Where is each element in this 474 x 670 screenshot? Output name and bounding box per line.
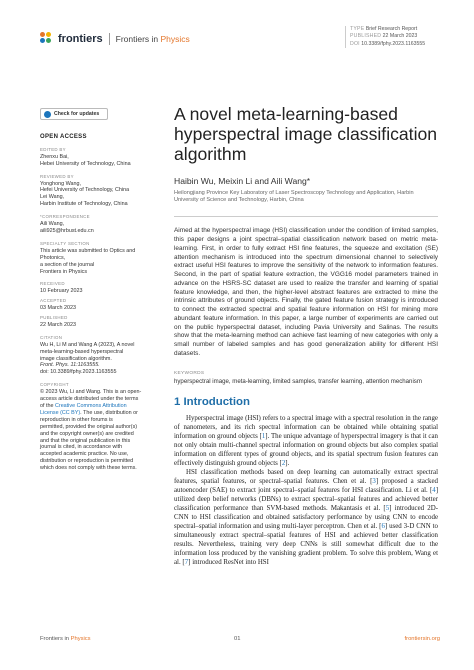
paragraph-text: ] proposed a stacked autoencoder (SAE) to extract joint spectral–spatial features for HSI classification. Li et al. [ (174, 477, 438, 494)
copyright-line: © 2023 Wu, Li and Wang. This is an open- (40, 389, 142, 396)
reviewed-by-heading: REVIEWED BY (40, 173, 74, 179)
reviewed-by-line: Hefei University of Technology, China (40, 187, 130, 194)
published-date: 22 March 2023 (40, 321, 76, 328)
paragraph-text: ]. The unique advantage of hyperspectral imagery is that it can not only obtain multi-channel spectral information on ground objects but also complex spatial information on different types of ground objects, and its spatial spectrum fusion features can effectively distinguish ground objects [ (174, 432, 438, 467)
published-value: 22 March 2023 (382, 33, 418, 40)
edited-by-line: Hebei University of Technology, China (40, 160, 131, 167)
reference-link[interactable]: 1 (261, 432, 266, 440)
specialty-line: Frontiers in Physics (40, 268, 88, 275)
citation-line: doi: 10.3389/fphy.2023.1163555 (40, 369, 117, 376)
cc-license-link[interactable]: Creative Commons Attribution (55, 403, 127, 409)
check-updates-icon (44, 111, 51, 118)
copyright-text: . The use, distribution or (80, 409, 138, 416)
citation-line: Front. Phys. 11:1163555. (40, 362, 100, 369)
specialty-section (40, 241, 158, 276)
body-paragraph (174, 414, 438, 468)
paragraph-text: HSI classification methods based on deep learning can automatically extract spectral features, spatial features, or spectral–spatial features. Chen et al. [ (174, 468, 438, 485)
brand-name: frontiers (58, 33, 103, 45)
reference-link[interactable]: 2 (281, 459, 286, 467)
specialty-line: a section of the journal (40, 261, 95, 268)
copyright-line: permitted, provided the original author(s) (40, 423, 138, 430)
article-body (174, 414, 438, 567)
received-heading: RECEIVED (40, 281, 65, 287)
reference-link[interactable]: 4 (432, 486, 436, 494)
footer-journal-prefix: Frontiers in (40, 636, 71, 642)
article-meta (345, 26, 445, 48)
article-title: A novel meta-learning-based hyperspectral image classification algorithm (174, 104, 438, 164)
title-divider (174, 216, 438, 217)
reviewed-by-line: Lei Wang, (40, 194, 65, 201)
copyright-heading: COPYRIGHT (40, 382, 69, 388)
correspondence-name: Aili Wang, (40, 221, 65, 228)
copyright-line: access article distributed under the terms (40, 396, 139, 403)
copyright-line: reproduction in other forums is (40, 416, 113, 423)
edited-by-line: Zhenxu Bai, (40, 153, 69, 160)
correspondence-heading: *CORRESPONDENCE (40, 214, 90, 220)
specialty-line: Photonics, (40, 254, 66, 261)
reviewed-by-line: Yonghong Wang, (40, 180, 81, 187)
check-updates-label: Check for updates (54, 110, 100, 117)
edited-by-section (40, 147, 158, 168)
copyright-line: distribution or reproduction is permitted (40, 458, 134, 465)
paragraph-text: ] introduced ResNet into HSI (188, 558, 269, 566)
footer-site-link[interactable]: frontiersin.org (404, 636, 440, 642)
accepted-date: 03 March 2023 (40, 305, 76, 312)
article-abstract: Aimed at the hyperspectral image (HSI) classification under the condition of limited samples, this paper designs a joint spectral–spatial classification network based on metric meta-learning. First, in order to fully extract HSI fine features, the squeeze and excitation (SE) attention mechanism is introduced into the spectrum dimensional channel to selectively extract useful HSI features to improve the sensitivity of the network to information features. Second, in the part of spatial feature extraction, the VGG16 model parameters trained in advance on the HSRS-SC dataset are used to realize the transfer and learning of spatial feature knowledge, and then, the higher-level abstract features are extracted to mine the intrinsic attributes of ground objects. Finally, the gated feature fusion strategy is introduced to connect the extracted spectral and spatial feature information on HSI for mining more abundant feature information. In this paper, a large number of experiments are carried out on the public hyperspectral dataset, including Pavia University and Salinas. The results show that the meta-learning method can achieve fast learning of new categories with only a small number of labeled samples and has good generalization ability for different HSI datasets. (174, 227, 438, 357)
correspondence-section (40, 214, 158, 235)
copyright-line: and that the original publication in this (40, 437, 131, 444)
doi-label: DOI (350, 40, 360, 47)
keywords-list: hyperspectral image, meta-learning, limited samples, transfer learning, attention mechanism (174, 377, 422, 385)
copyright-line: accepted academic practice. No use, (40, 451, 129, 458)
reference-link[interactable]: 7 (184, 558, 189, 566)
copyright-line: and the copyright owner(s) are credited (40, 430, 134, 437)
published-heading: PUBLISHED (40, 315, 68, 321)
specialty-line: This article was submitted to Optics and (40, 247, 136, 254)
copyright-line (40, 403, 158, 410)
reference-link[interactable]: 5 (385, 504, 390, 512)
published-section (40, 315, 158, 329)
citation-line: meta-learning-based hyperspectral (40, 348, 124, 355)
edited-by-heading: EDITED BY (40, 146, 66, 152)
reviewed-by-line: Harbin Institute of Technology, China (40, 201, 128, 208)
journal-prefix: Frontiers in (115, 34, 161, 44)
citation-section (40, 335, 158, 376)
sidebar (40, 108, 158, 478)
received-section (40, 281, 158, 295)
accepted-section (40, 298, 158, 312)
paragraph-text: ] utilized deep belief networks (DBNs) to extract spectral–spatial features and achieved better classification performance than SVM-based methods. Makantasis et al. [ (174, 486, 438, 512)
reference-link[interactable]: 3 (372, 477, 376, 485)
type-label: TYPE (350, 26, 365, 32)
journal-accent: Physics (160, 34, 190, 44)
article-affiliation: Heilongjiang Province Key Laboratory of Laser Spectroscopy Technology and Application, Harbin University of Science and Technology, Harbin, China (174, 190, 414, 204)
journal-name (116, 34, 190, 44)
article-main (174, 104, 438, 567)
paragraph-text: ]. (285, 459, 290, 467)
citation-line: image classification algorithm. (40, 355, 112, 362)
reviewed-by-section (40, 174, 158, 209)
footer-journal-accent: Physics (70, 636, 91, 642)
reference-link[interactable]: 6 (381, 522, 385, 530)
accepted-heading: ACCEPTED (40, 298, 67, 304)
copyright-text: of the (40, 403, 55, 409)
keywords-heading: KEYWORDS (174, 370, 205, 376)
specialty-heading: SPECIALTY SECTION (40, 240, 90, 246)
frontiers-logo[interactable] (40, 32, 190, 46)
copyright-line: which does not comply with these terms. (40, 465, 137, 472)
frontiers-logo-icon (40, 32, 54, 46)
citation-heading: CITATION (40, 334, 63, 340)
paragraph-text: Hyperspectral image (HSI) refers to a spectral image with a spectral resolution in the range of nanometers, and its rich spectral information can be obtained while obtaining spatial information on ground objects [ (174, 414, 438, 440)
paragraph-text: ] used 3-D CNN to simultaneously extract spectral–spatial features of HSI and achieved better classification results. Nevertheless, training very deep CNNs is still somewhat difficult due to the information loss produced by the vanishing gradient problem. To solve this problem, Wang et al. [ (174, 522, 438, 566)
header-divider (109, 33, 110, 45)
citation-line: Wu H, Li M and Wang A (2023), A novel (40, 341, 135, 348)
copyright-line: journal is cited, in accordance with (40, 444, 123, 451)
footer-journal (40, 636, 91, 642)
page-footer (40, 636, 440, 648)
copyright-section (40, 382, 158, 472)
published-label: PUBLISHED (350, 33, 382, 40)
open-access-label: OPEN ACCESS (40, 134, 87, 140)
section-heading-introduction: 1 Introduction (174, 395, 250, 408)
cc-license-link[interactable]: License (CC BY) (40, 409, 81, 416)
body-paragraph (174, 468, 438, 567)
correspondence-email[interactable]: aili925@hrbust.edu.cn (40, 227, 94, 234)
article-authors: Haibin Wu, Meixin Li and Aili Wang* (174, 176, 311, 186)
paragraph-text: ] introduced 2D-CNN to HSI classification and obtained satisfactory performance by using CNN to encode spectral–spatial information and using multi-layer perceptron. Chen et al. [ (174, 504, 438, 530)
page-number: 01 (234, 636, 241, 642)
copyright-line (40, 410, 158, 417)
check-for-updates-button[interactable] (40, 108, 108, 120)
received-date: 10 February 2023 (40, 288, 83, 295)
type-value: Brief Research Report (365, 26, 418, 32)
doi-value[interactable]: 10.3389/fphy.2023.1163555 (361, 40, 426, 47)
